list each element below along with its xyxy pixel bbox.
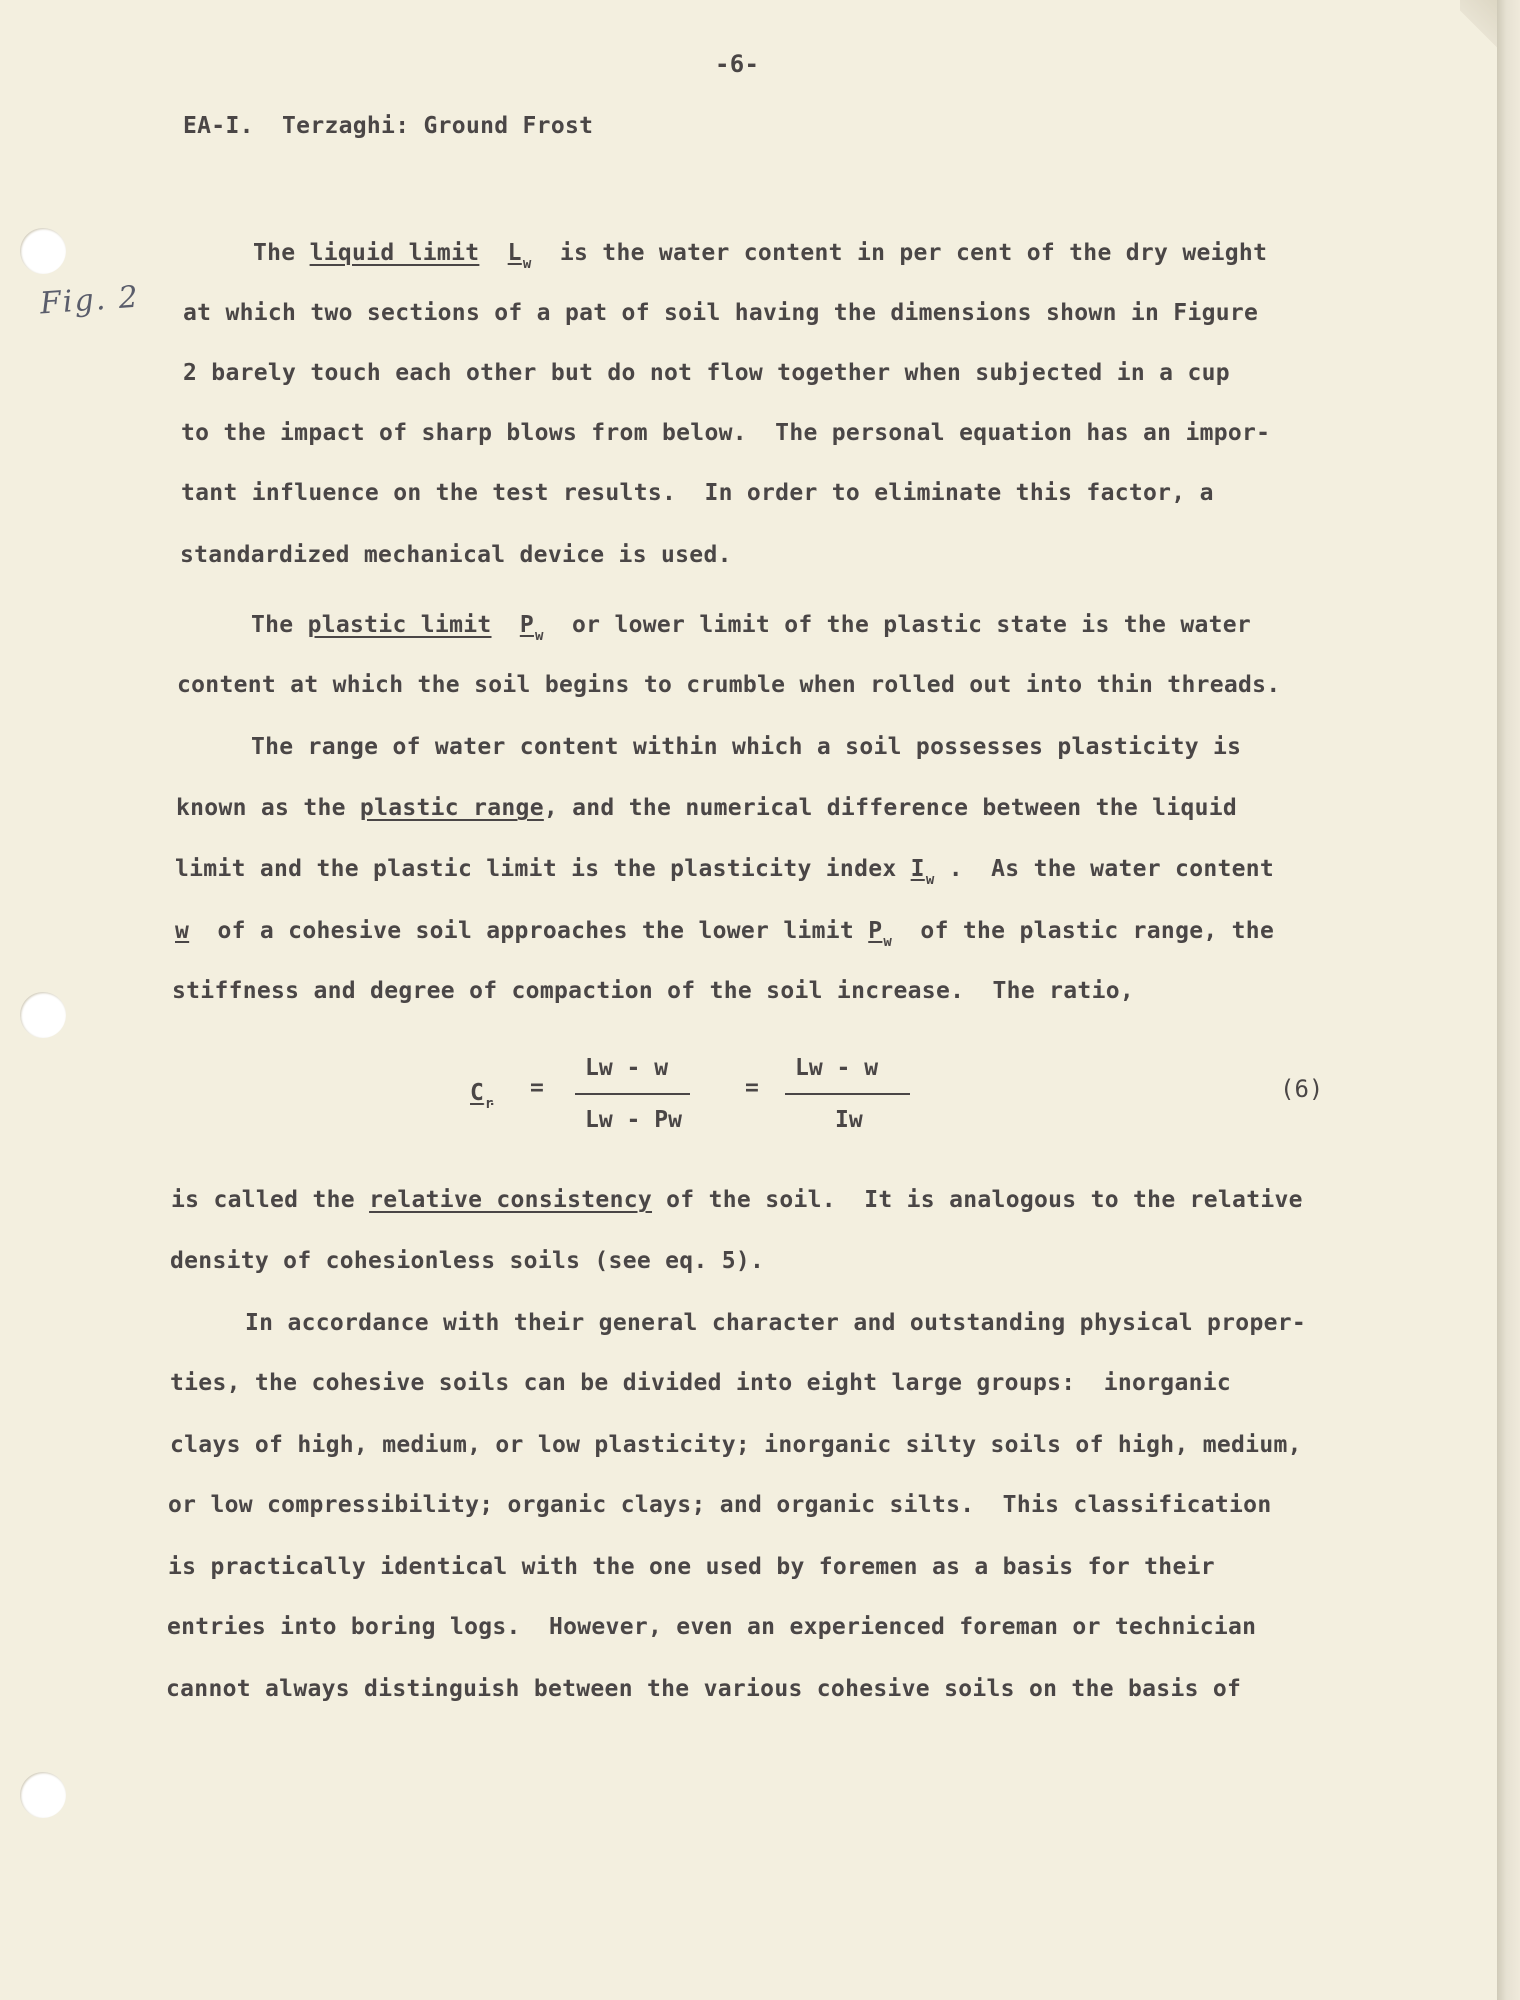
punch-hole-bottom xyxy=(20,1772,66,1818)
symbol-lower-limit: $P_w$ xyxy=(868,918,893,950)
term-relative-consistency: relative consistency xyxy=(369,1187,653,1213)
equation-lhs: $C_r$ xyxy=(470,1080,494,1112)
paragraph5-line4: or low compressibility; organic clays; and organic silts. This classification xyxy=(168,1492,1272,1518)
paragraph5-line2: ties, the cohesive soils can be divided into eight large groups: inorganic xyxy=(170,1370,1232,1396)
paragraph2-line2: content at which the soil begins to crumble when rolled out into thin threads. xyxy=(177,672,1281,698)
paragraph5-line7: cannot always distinguish between the various cohesive soils on the basis of xyxy=(166,1676,1242,1702)
paragraph5-line1: In accordance with their general character and outstanding physical proper- xyxy=(245,1310,1307,1336)
handwritten-margin-note: Fig. 2 xyxy=(38,279,141,322)
term-liquid-limit: liquid limit xyxy=(309,240,480,266)
paragraph3-line3: limit and the plastic limit is the plasticity index $I_w$ . As the water content xyxy=(175,856,1275,888)
fraction-1-bar xyxy=(575,1093,690,1095)
equation-6 xyxy=(465,1055,1365,1165)
running-header: EA-I. Terzaghi: Ground Frost xyxy=(183,113,594,139)
punch-hole-middle xyxy=(20,992,66,1038)
paragraph3-line1: The range of water content within which a soil possesses plasticity is xyxy=(251,734,1242,760)
paragraph1-line1: The liquid limit $L_w$ is the water content in per cent of the dry weight xyxy=(253,240,1268,272)
symbol-liquid-limit: $L_w$ xyxy=(507,240,532,272)
paragraph2-line1: The plastic limit $P_w$ or lower limit of the plastic state is the water xyxy=(251,612,1252,644)
symbol-water-content: w xyxy=(175,918,190,944)
paragraph1-line2: at which two sections of a pat of soil having the dimensions shown in Figure xyxy=(183,300,1259,326)
symbol-plasticity-index: $I_w$ xyxy=(910,856,935,888)
paragraph4-line2: density of cohesionless soils (see eq. 5). xyxy=(170,1248,765,1274)
paragraph5-line5: is practically identical with the one used by foremen as a basis for their xyxy=(168,1554,1215,1580)
equals-sign: = xyxy=(745,1075,759,1101)
symbol-plastic-limit: $P_w$ xyxy=(519,612,544,644)
paragraph1-line5: tant influence on the test results. In order to eliminate this factor, a xyxy=(181,480,1214,506)
fraction-2-denominator: Iw xyxy=(835,1107,863,1133)
page-edge-shadow xyxy=(1497,0,1520,2000)
equals-sign: = xyxy=(530,1075,544,1101)
paragraph3-line2: known as the plastic range, and the numerical difference between the liquid xyxy=(176,795,1238,821)
paragraph1-line6: standardized mechanical device is used. xyxy=(180,542,732,568)
page-number: -6- xyxy=(715,50,760,78)
term-plastic-range: plastic range xyxy=(359,795,544,821)
paragraph3-line5: stiffness and degree of compaction of the soil increase. The ratio, xyxy=(172,978,1135,1004)
paragraph1-line3: 2 barely touch each other but do not flow together when subjected in a cup xyxy=(183,360,1230,386)
fraction-2-bar xyxy=(785,1093,910,1095)
paragraph5-line6: entries into boring logs. However, even an experienced foreman or technician xyxy=(167,1614,1257,1640)
paragraph1-line4: to the impact of sharp blows from below. The personal equation has an impor- xyxy=(181,420,1271,446)
paragraph5-line3: clays of high, medium, or low plasticity; inorganic silty soils of high, medium, xyxy=(170,1432,1302,1458)
fraction-1-denominator: Lw - Pw xyxy=(585,1107,682,1133)
fraction-1-numerator: Lw - w xyxy=(585,1055,669,1081)
equation-number: (6) xyxy=(1280,1075,1324,1103)
paragraph3-line4: w of a cohesive soil approaches the lower limit $P_w$ of the plastic range, the xyxy=(175,918,1275,950)
page-corner-fold xyxy=(1460,0,1500,60)
term-plastic-limit: plastic limit xyxy=(307,612,492,638)
paragraph4-line1: is called the relative consistency of the soil. It is analogous to the relative xyxy=(171,1187,1303,1213)
fraction-2-numerator: Lw - w xyxy=(795,1055,879,1081)
punch-hole-top xyxy=(20,228,66,274)
